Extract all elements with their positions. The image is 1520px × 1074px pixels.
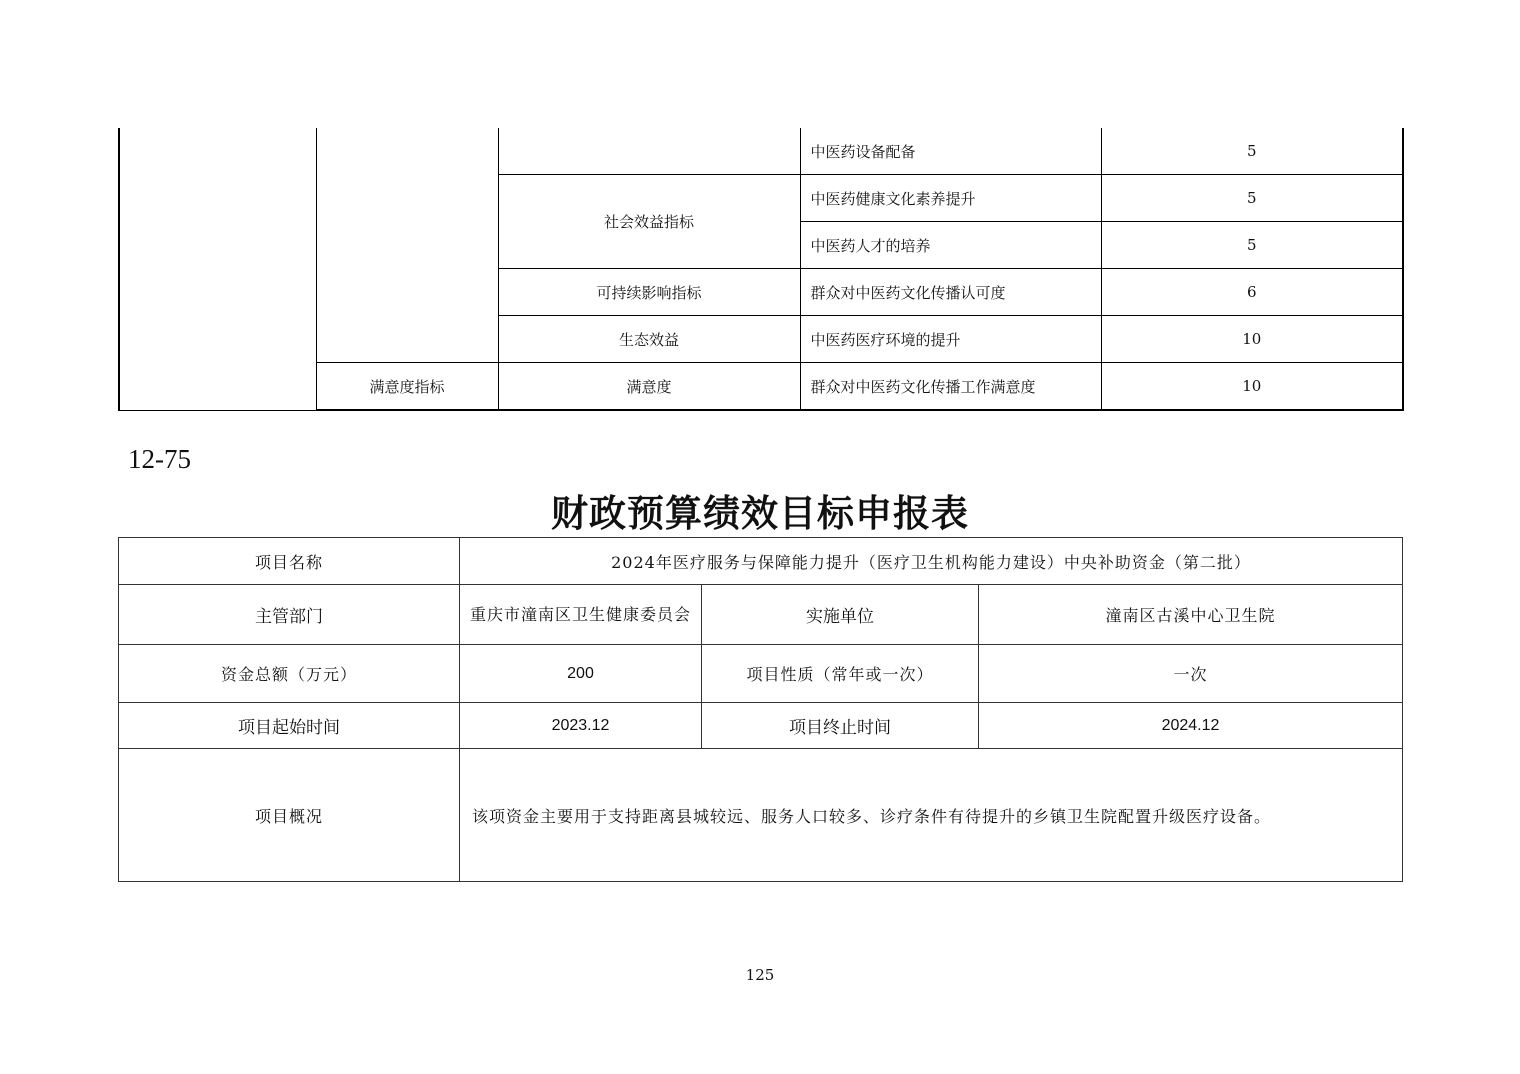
level2-cell (316, 128, 498, 363)
indicator-cell: 中医药设备配备 (800, 128, 1101, 175)
score-cell: 5 (1101, 175, 1403, 222)
end-value: 2024.12 (979, 703, 1403, 749)
nature-label: 项目性质（常年或一次） (702, 645, 979, 703)
level2-cell: 满意度指标 (316, 363, 498, 411)
dept-value-text: 重庆市潼南区卫生健康委员会 (470, 604, 692, 624)
fund-label: 资金总额（万元） (119, 645, 460, 703)
indicator-cell: 中医药健康文化素养提升 (800, 175, 1101, 222)
end-label: 项目终止时间 (702, 703, 979, 749)
dept-label: 主管部门 (119, 585, 460, 645)
project-info-table (118, 537, 1403, 882)
dept-value (460, 585, 702, 645)
page-number: 125 (745, 966, 775, 984)
unit-value: 潼南区古溪中心卫生院 (979, 585, 1403, 645)
level3-cell: 生态效益 (498, 316, 800, 363)
fund-value: 200 (460, 645, 702, 703)
score-cell: 5 (1101, 222, 1403, 269)
level3-cell: 社会效益指标 (498, 175, 800, 269)
nature-value: 一次 (979, 645, 1403, 703)
indicator-cell: 中医药人才的培养 (800, 222, 1101, 269)
level3-cell: 满意度 (498, 363, 800, 411)
level1-cell (119, 128, 316, 410)
score-cell: 10 (1101, 316, 1403, 363)
table-row (119, 703, 1403, 749)
start-value: 2023.12 (460, 703, 702, 749)
score-cell: 6 (1101, 269, 1403, 316)
indicator-cell: 中医药医疗环境的提升 (800, 316, 1101, 363)
start-label: 项目起始时间 (119, 703, 460, 749)
table-row (119, 749, 1403, 882)
summary-value: 该项资金主要用于支持距离县城较远、服务人口较多、诊疗条件有待提升的乡镇卫生院配置升级医疗设备。 (460, 749, 1403, 882)
unit-label: 实施单位 (702, 585, 979, 645)
indicator-cell: 群众对中医药文化传播认可度 (800, 269, 1101, 316)
project-name-label: 项目名称 (119, 538, 460, 585)
form-title: 财政预算绩效目标申报表 (551, 492, 969, 535)
table-row (119, 538, 1403, 585)
table-row (119, 585, 1403, 645)
section-number: 12-75 (128, 444, 191, 474)
indicator-cell: 群众对中医药文化传播工作满意度 (800, 363, 1101, 411)
summary-label: 项目概况 (119, 749, 460, 882)
level3-cell (498, 128, 800, 175)
project-name-value: 2024年医疗服务与保障能力提升（医疗卫生机构能力建设）中央补助资金（第二批） (460, 538, 1403, 585)
level3-cell: 可持续影响指标 (498, 269, 800, 316)
indicator-table (118, 128, 1404, 411)
score-cell: 10 (1101, 363, 1403, 411)
score-cell: 5 (1101, 128, 1403, 175)
table-row (119, 128, 1403, 175)
table-row (119, 645, 1403, 703)
